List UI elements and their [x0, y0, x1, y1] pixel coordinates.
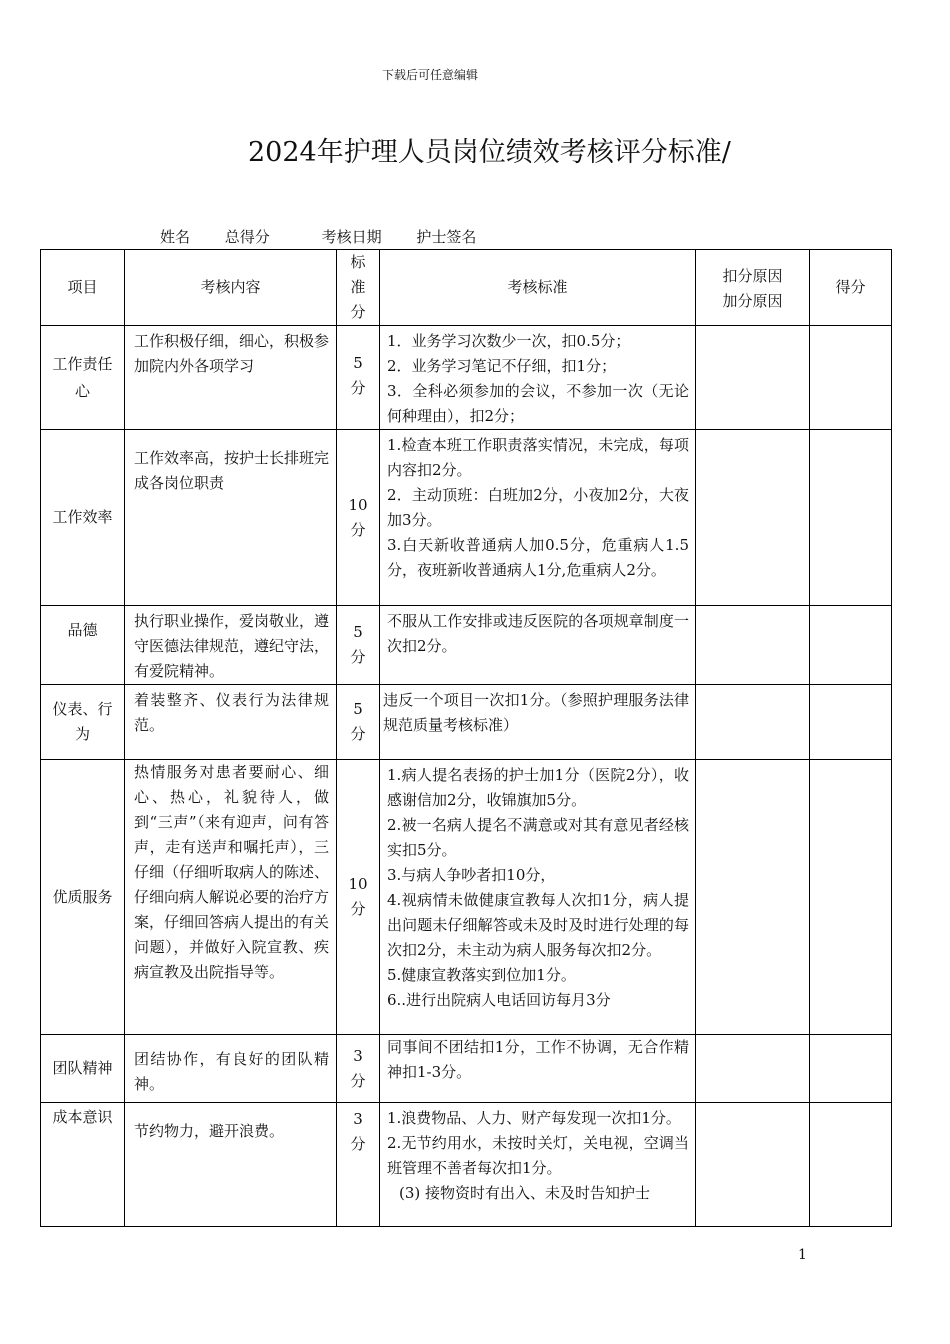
standard-line: 不服从工作安排或违反医院的各项规章制度一次扣2分。 — [387, 612, 689, 655]
row-score-value: 5 — [353, 700, 363, 718]
row-content: 着装整齐、仪表行为法律规范。 — [125, 685, 337, 760]
table-row — [41, 1035, 892, 1103]
row-item-line: 成本意识 — [52, 1108, 113, 1126]
signature-label: 护士签名 — [416, 228, 477, 246]
row-score — [337, 606, 380, 685]
row-item — [41, 685, 125, 760]
row-item — [41, 430, 125, 606]
row-score — [337, 685, 380, 760]
row-score-value: 5 — [353, 623, 363, 641]
row-item — [41, 760, 125, 1035]
row-item-line: 品德 — [67, 621, 98, 639]
row-result-cell — [810, 1035, 892, 1103]
row-score-unit: 分 — [350, 1071, 366, 1090]
standard-line: 1．业务学习次数少一次，扣0.5分； — [387, 332, 631, 350]
row-reason-cell — [696, 760, 810, 1035]
row-item-line: 心 — [74, 381, 90, 400]
date-label: 考核日期 — [321, 228, 382, 246]
table-row — [41, 1103, 892, 1227]
header-standard: 考核标准 — [380, 250, 696, 326]
header-score-line: 分 — [350, 303, 366, 321]
standard-line: 4.视病情未做健康宣教每人次扣1分，病人提出问题未仔细解答或未及时及时进行处理的每次扣2分，未主动为病人服务每次扣2分。 — [387, 891, 689, 959]
row-content: 工作积极仔细，细心，积极参加院内外各项学习 — [125, 326, 337, 430]
standard-line: 5.健康宣教落实到位加1分。 — [387, 966, 576, 984]
row-result-cell — [810, 326, 892, 430]
table-header-row — [41, 250, 892, 326]
standard-line: 1.浪费物品、人力、财产每发现一次扣1分。 — [387, 1109, 681, 1127]
row-content: 热情服务对患者要耐心、细心、热心，礼貌待人，做到“三声”（来有迎声，问有答声，走有送声和嘱托声），三仔细（仔细听取病人的陈述、仔细向病人解说必要的治疗方案，仔细回答病人提出的有关问题），并做好入院宣教、疾病宣教及出院指导等。 — [125, 760, 337, 1035]
table-row — [41, 606, 892, 685]
table-row — [41, 326, 892, 430]
row-content: 执行职业操作，爱岗敬业，遵守医德法律规范，遵纪守法，有爱院精神。 — [125, 606, 337, 685]
header-content: 考核内容 — [125, 250, 337, 326]
header-score — [337, 250, 380, 326]
row-item — [41, 606, 125, 685]
table-row — [41, 430, 892, 606]
row-score-value: 5 — [353, 354, 363, 372]
standard-line: 同事间不团结扣1分，工作不协调，无合作精神扣1-3分。 — [387, 1038, 689, 1081]
total-score-label: 总得分 — [224, 228, 270, 246]
row-score — [337, 326, 380, 430]
row-standard — [380, 1035, 696, 1103]
page-title: 2024年护理人员岗位绩效考核评分标准/ — [248, 137, 731, 168]
row-reason-cell — [696, 1103, 810, 1227]
row-score — [337, 760, 380, 1035]
row-item-line: 工作效率 — [52, 508, 113, 526]
row-standard — [380, 685, 696, 760]
standard-line: (3) 接物资时有出入、未及时告知护士 — [399, 1184, 651, 1202]
row-standard — [380, 1103, 696, 1227]
standard-line: 3.白天新收普通病人加0.5分，危重病人1.5分，夜班新收普通病人1分,危重病人2分。 — [387, 536, 689, 579]
row-score-value: 3 — [353, 1046, 363, 1065]
row-reason-cell — [696, 685, 810, 760]
table-row — [41, 760, 892, 1035]
row-reason-cell — [696, 1035, 810, 1103]
row-item — [41, 1035, 125, 1103]
row-reason-cell — [696, 430, 810, 606]
row-standard — [380, 430, 696, 606]
row-score-value: 10 — [348, 495, 368, 514]
row-score-value: 3 — [353, 1110, 363, 1128]
header-score-line: 准 — [350, 278, 366, 296]
header-item: 项目 — [41, 250, 125, 326]
standard-line: 2.无节约用水，未按时关灯，关电视，空调当班管理不善者每次扣1分。 — [387, 1134, 689, 1177]
row-item-line: 为 — [74, 725, 90, 743]
assessment-table — [40, 249, 892, 1227]
row-score-unit: 分 — [350, 725, 366, 743]
header-score-line: 标 — [350, 253, 366, 271]
row-score-unit: 分 — [350, 900, 366, 918]
header-note: 下载后可任意编辑 — [381, 68, 478, 82]
row-score-value: 10 — [348, 875, 368, 893]
header-deduct-reason: 扣分原因 — [722, 267, 783, 285]
row-item-line: 仪表、行 — [52, 700, 113, 718]
row-result-cell — [810, 606, 892, 685]
header-add-reason: 加分原因 — [722, 292, 783, 310]
row-standard — [380, 760, 696, 1035]
row-result-cell — [810, 760, 892, 1035]
header-result: 得分 — [810, 250, 892, 326]
row-reason-cell — [696, 326, 810, 430]
standard-line: 6..进行出院病人电话回访每月3分 — [387, 991, 611, 1009]
row-score — [337, 430, 380, 606]
row-content: 团结协作，有良好的团队精神。 — [125, 1035, 337, 1103]
row-content: 工作效率高，按护士长排班完成各岗位职责 — [125, 430, 337, 606]
row-standard — [380, 326, 696, 430]
row-result-cell — [810, 430, 892, 606]
page-number: 1 — [798, 1247, 807, 1263]
info-line — [160, 226, 476, 247]
row-item — [41, 1103, 125, 1227]
header-reason — [696, 250, 810, 326]
row-result-cell — [810, 1103, 892, 1227]
standard-line: 1.检查本班工作职责落实情况，未完成，每项内容扣2分。 — [387, 436, 689, 479]
standard-line: 2．业务学习笔记不仔细，扣1分； — [387, 357, 617, 375]
row-standard — [380, 606, 696, 685]
table-row — [41, 685, 892, 760]
name-label: 姓名 — [160, 228, 191, 246]
row-score — [337, 1035, 380, 1103]
row-result-cell — [810, 685, 892, 760]
row-reason-cell — [696, 606, 810, 685]
standard-line: 2.被一名病人提名不满意或对其有意见者经核实扣5分。 — [387, 816, 689, 859]
row-item-line: 工作责任 — [52, 354, 113, 373]
row-content: 节约物力，避开浪费。 — [125, 1103, 337, 1227]
row-score — [337, 1103, 380, 1227]
standard-line: 1.病人提名表扬的护士加1分（医院2分），收感谢信加2分，收锦旗加5分。 — [387, 766, 689, 809]
standard-line: 3.与病人争吵者扣10分， — [387, 866, 556, 884]
row-item — [41, 326, 125, 430]
standard-line: 2．主动顶班：白班加2分，小夜加2分，大夜加3分。 — [387, 486, 689, 529]
row-score-unit: 分 — [350, 520, 366, 539]
row-score-unit: 分 — [350, 1135, 366, 1153]
row-score-unit: 分 — [350, 648, 366, 666]
standard-line: 违反一个项目一次扣1分。（参照护理服务法律规范质量考核标准） — [383, 691, 689, 734]
row-score-unit: 分 — [350, 379, 366, 397]
standard-line: 3．全科必须参加的会议，不参加一次（无论何种理由），扣2分； — [387, 382, 689, 425]
row-item-line: 优质服务 — [52, 887, 113, 906]
row-item-line: 团队精神 — [52, 1059, 113, 1077]
